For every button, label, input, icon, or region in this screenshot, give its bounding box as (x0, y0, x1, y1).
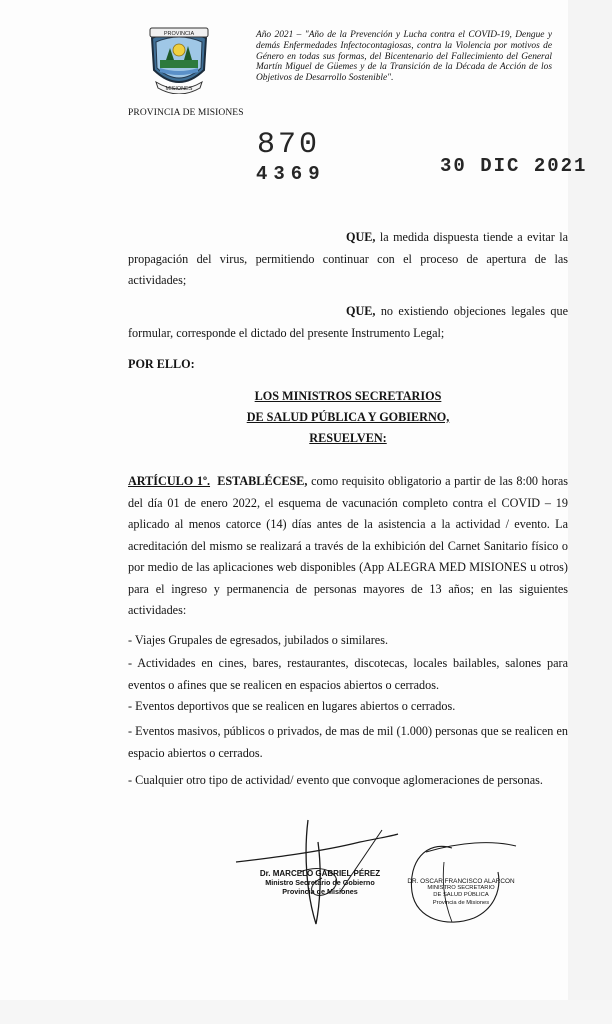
svg-text:PROVINCIA: PROVINCIA (163, 31, 195, 37)
signer-title: MINISTRO SECRETARIO (427, 885, 495, 892)
signer-name: DR. OSCAR FRANCISCO ALARCON (407, 878, 515, 885)
signer-title: Ministro Secretario de Gobierno (265, 877, 375, 887)
signature-block-gobierno (254, 870, 386, 896)
scan-bottom (0, 1000, 612, 1024)
misiones-seal-icon (146, 24, 212, 94)
scan-edge (568, 0, 612, 1024)
signature-block-salud (398, 878, 524, 907)
resolution-date: 30 DIC 2021 (440, 155, 588, 177)
considerando-2: QUE, no existiendo objeciones legales que formular, corresponde el dictado del presente Instrumento Legal; (128, 304, 568, 340)
resolution-number: 870 (257, 128, 321, 162)
article-verb: ESTABLÉCESE, (217, 474, 308, 488)
article-label: ARTÍCULO 1º. (128, 474, 211, 488)
considerando-1: QUE, la medida dispuesta tiende a evitar la propagación del virus, permitiendo continuar con el proceso de apertura de las actividades; (128, 230, 568, 287)
list-item: - Eventos deportivos que se realicen en lugares abiertos o cerrados. (128, 699, 456, 713)
por-ello: POR ELLO: (128, 357, 195, 371)
year-motto: Año 2021 – "Año de la Prevención y Lucha contra el COVID-19, Dengue y demás Enfermedades Infectocontagiosas, contra la Violencia por motivos de Género en todas sus formas, del Bicentenario del Fallecimiento del General Martín Miguel de Güemes y de la Transición de la Década de Acción de los Objetivos de Desarrollo Sostenible". (256, 30, 552, 84)
heading-line-1: LOS MINISTROS SECRETARIOS (254, 389, 442, 403)
heading-line-2: DE SALUD PÚBLICA Y GOBIERNO, (246, 410, 450, 424)
list-item: - Eventos masivos, públicos o privados, de mas de mil (1.000) personas que se realicen en espacio abiertos o cerrados. (128, 724, 568, 760)
signer-title-2: DE SALUD PÚBLICA (433, 892, 489, 899)
article-text: como requisito obligatorio a partir de las 8:00 horas del día 01 de enero 2022, el esquema de vacunación completo contra el COVID – 19 aplicado al menos catorce (14) días antes de la asistencia a la actividad / evento. La acreditación del mismo se realizará a través de la exhibición del Carnet Sanitario físico o por medio de las aplicaciones web disponibles (App ALEGRA MED MISIONES u otros) para el ingreso y permanencia de personas mayores de 13 años; en las siguientes actividades: (128, 474, 569, 617)
signer-org: Provincia de Misiones (432, 899, 490, 906)
list-item: - Viajes Grupales de egresados, jubilados o similares. (128, 633, 388, 647)
signer-org: Provincia de Misiones (282, 886, 358, 896)
list-item: - Actividades en cines, bares, restaurantes, discotecas, locales bailables, salones para eventos o afines que se realicen en espacios abiertos o cerrados. (128, 656, 568, 692)
svg-text:MISIONES: MISIONES (165, 86, 193, 92)
province-label: PROVINCIA DE MISIONES (128, 108, 244, 118)
signer-name: Dr. MARCELO GABRIEL PÉREZ (259, 869, 381, 878)
list-item: - Cualquier otro tipo de actividad/ evento que convoque aglomeraciones de personas. (128, 773, 543, 787)
article-1 (128, 471, 568, 622)
heading-line-3: RESUELVEN: (309, 431, 387, 445)
file-number: 4369 (256, 163, 326, 185)
